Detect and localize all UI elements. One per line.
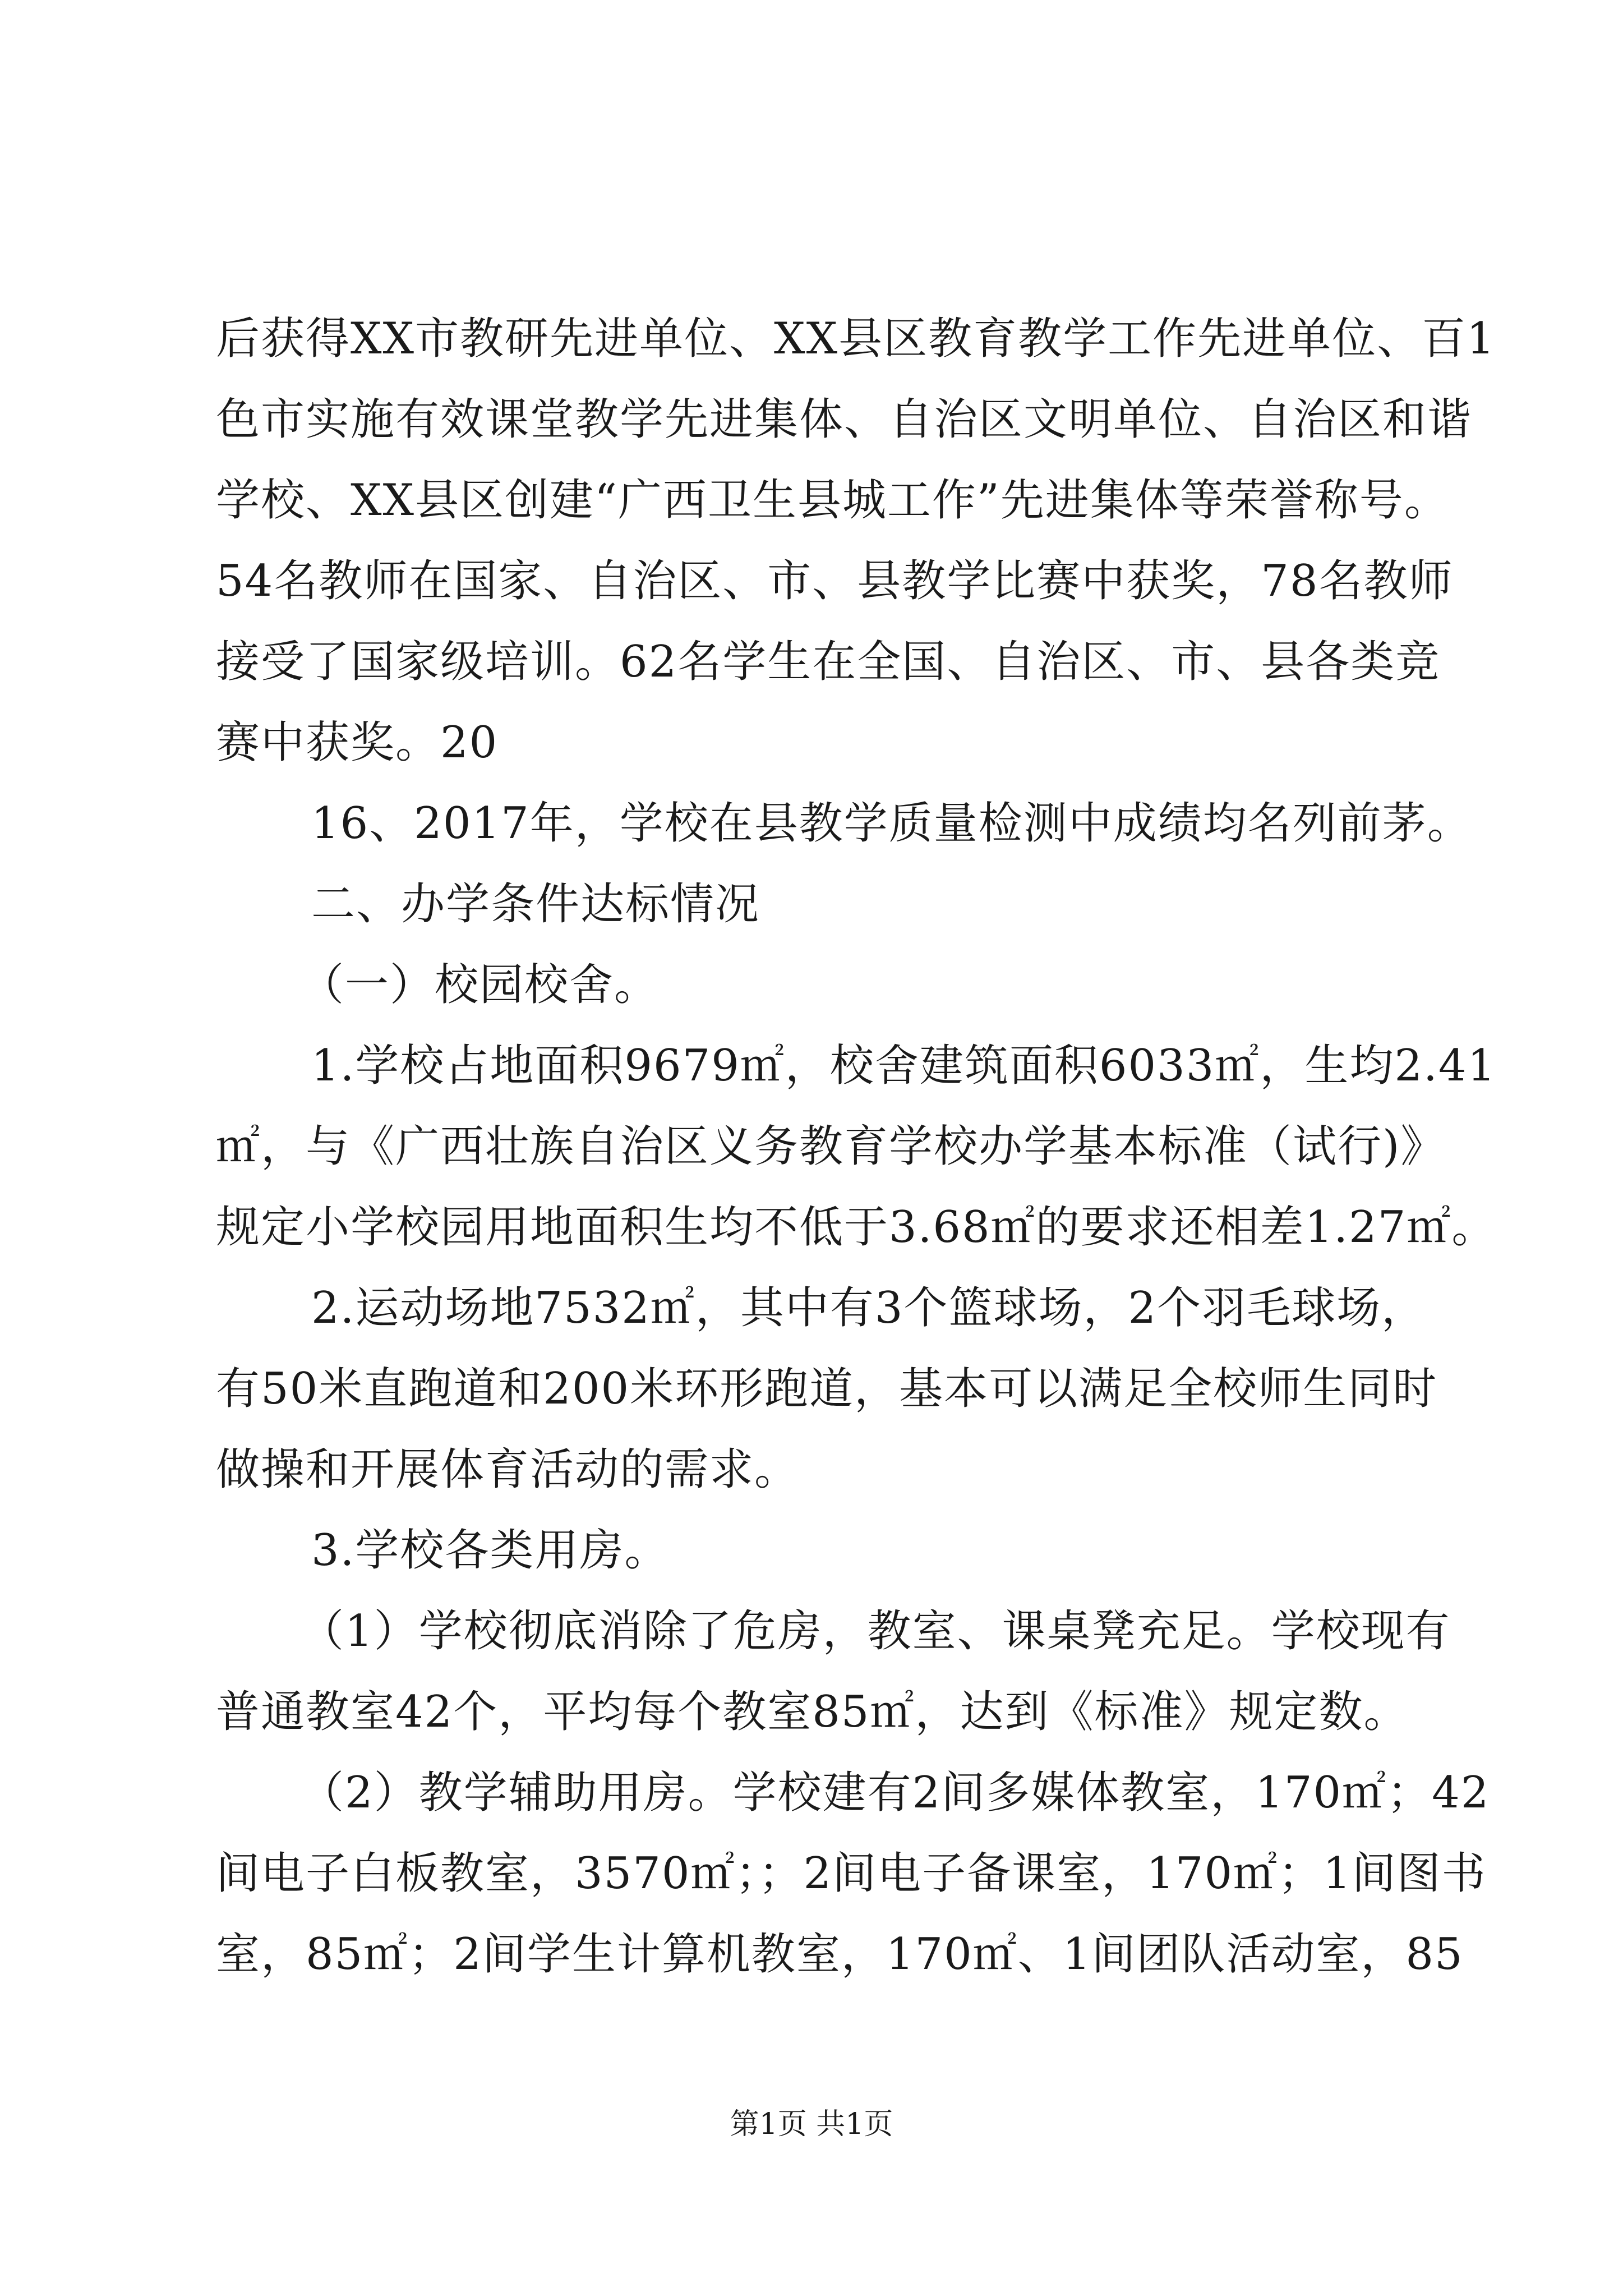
text-line: 赛中获奖。20 [216, 717, 499, 768]
text-line: 16、2017年，学校在县教学质量检测中成绩均名列前茅。 [311, 798, 1472, 849]
text-line: 做操和开展体育活动的需求。 [216, 1444, 800, 1495]
subsection-heading: （一）校园校舍。 [300, 960, 660, 1010]
section-heading: 二、办学条件达标情况 [311, 879, 760, 930]
text-line: （1）学校彻底消除了危房，教室、课桌凳充足。学校现有 [300, 1606, 1451, 1657]
text-line: 后获得XX市教研先进单位、XX县区教育教学工作先进单位、百1 [216, 314, 1496, 364]
text-line: （2）教学辅助用房。学校建有2间多媒体教室，170㎡；42 [300, 1768, 1490, 1818]
text-line: 学校、XX县区创建“广西卫生县城工作”先进集体等荣誉称号。 [216, 475, 1449, 526]
text-line: 室，85㎡；2间学生计算机教室，170㎡、1间团队活动室，85 [216, 1929, 1464, 1980]
text-line: 54名教师在国家、自治区、市、县教学比赛中获奖，78名教师 [216, 556, 1454, 606]
page-footer [0, 2105, 1623, 2144]
text-line: 规定小学校园用地面积生均不低于3.68㎡的要求还相差1.27㎡。 [216, 1202, 1497, 1253]
text-line: 色市实施有效课堂教学先进集体、自治区文明单位、自治区和谐 [216, 394, 1473, 445]
page-number-label: 第1页 共1页 [730, 2108, 893, 2141]
text-line: 有50米直跑道和200米环形跑道，基本可以满足全校师生同时 [216, 1364, 1438, 1414]
text-line: 接受了国家级培训。62名学生在全国、自治区、市、县各类竞 [216, 637, 1441, 687]
text-line: 间电子白板教室，3570㎡；；2间电子备课室，170㎡；1间图书 [216, 1848, 1487, 1899]
text-line: 2.运动场地7532㎡，其中有3个篮球场，2个羽毛球场， [311, 1283, 1427, 1333]
text-line: 普通教室42个，平均每个教室85㎡，达到《标准》规定数。 [216, 1687, 1409, 1737]
text-line: ㎡，与《广西壮族自治区义务教育学校办学基本标准（试行)》 [216, 1121, 1446, 1172]
text-line: 1.学校占地面积9679㎡，校舍建筑面积6033㎡，生均2.41 [311, 1041, 1497, 1091]
document-body [216, 298, 1497, 1995]
text-line: 3.学校各类用房。 [311, 1525, 670, 1576]
